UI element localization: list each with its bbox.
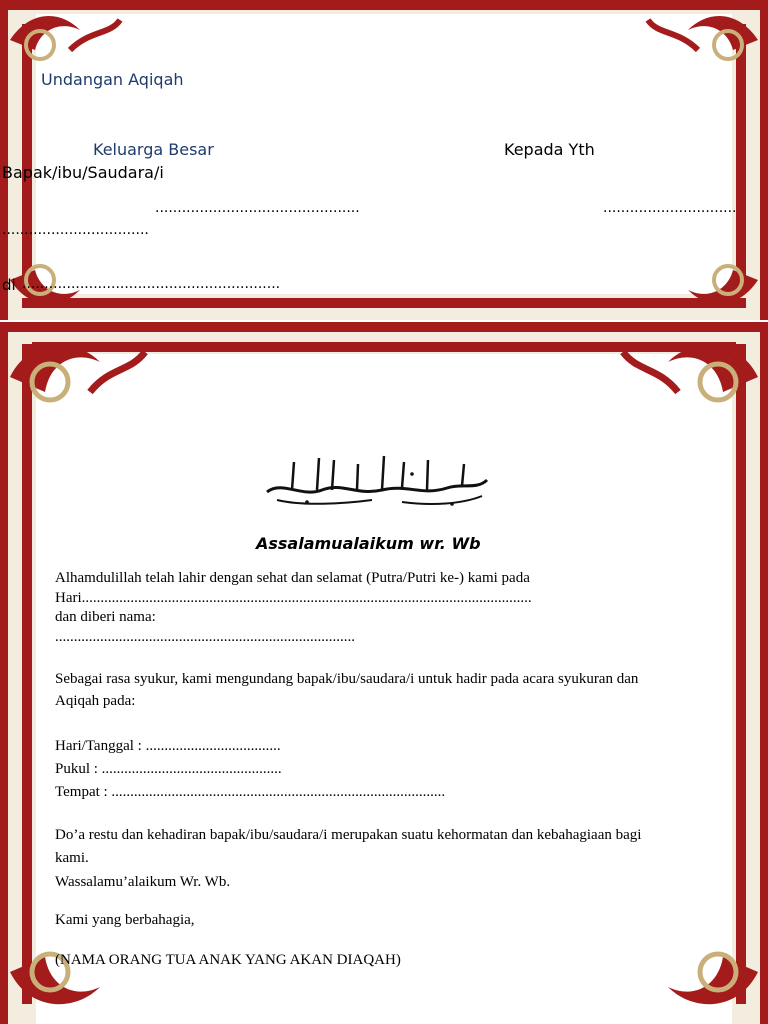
place-line: Tempat : ......................................................................................... xyxy=(55,784,446,800)
time-line: Pukul : ................................................ xyxy=(55,761,282,777)
to-label: Kepada Yth xyxy=(504,140,595,159)
bottom-invitation-card xyxy=(0,322,768,1024)
signoff: Kami yang berbahagia, xyxy=(55,912,195,928)
aqiqah-label: Aqiqah pada: xyxy=(55,693,136,709)
parents-name: (NAMA ORANG TUA ANAK YANG AKAN DIAQAH) xyxy=(55,952,401,968)
prayer-line: Do’a restu dan kehadiran bapak/ibu/saudara/i merupakan suatu kehormatan dan kebahagiaan bagi xyxy=(55,827,642,843)
recipient-line: Bapak/ibu/Saudara/i xyxy=(2,163,164,182)
prayer-line-end: kami. xyxy=(55,850,89,866)
invitation-title: Undangan Aqiqah xyxy=(41,70,184,89)
birth-announcement: Alhamdulillah telah lahir dengan sehat dan selamat (Putra/Putri ke-) kami pada xyxy=(55,570,530,586)
family-label: Keluarga Besar xyxy=(93,140,214,159)
floral-corner-icon xyxy=(618,922,768,1024)
floral-corner-icon xyxy=(638,0,768,80)
floral-corner-icon xyxy=(618,322,768,432)
closing-greeting: Wassalamu’alaikum Wr. Wb. xyxy=(55,874,231,890)
name-dots: ................................................................................ xyxy=(55,629,355,645)
name-label: dan diberi nama: xyxy=(55,609,156,625)
floral-corner-icon xyxy=(0,322,150,432)
family-name-dots: .............................................. xyxy=(155,200,360,216)
floral-corner-icon xyxy=(638,240,768,320)
di-label: di xyxy=(2,276,16,294)
frame-inner-left-bar xyxy=(22,344,32,1004)
date-line: Hari/Tanggal : .................................... xyxy=(55,738,281,754)
floral-corner-icon xyxy=(0,922,150,1024)
invitation-line: Sebagai rasa syukur, kami mengundang bapak/ibu/saudara/i untuk hadir pada acara syukuran dan xyxy=(55,671,639,687)
day-dots: Hari........................................................................................................................ xyxy=(55,590,532,606)
greeting: Assalamualaikum wr. Wb xyxy=(256,534,481,553)
floral-corner-icon xyxy=(0,0,130,80)
frame-inner-right-bar xyxy=(736,344,746,1004)
basmala-calligraphy-icon xyxy=(262,450,492,510)
recipient-dots-right: .............................. xyxy=(603,200,737,216)
top-invitation-card xyxy=(0,0,768,320)
address-dots: .......................................................... xyxy=(22,276,281,292)
recipient-dots-left: ................................. xyxy=(2,222,149,238)
